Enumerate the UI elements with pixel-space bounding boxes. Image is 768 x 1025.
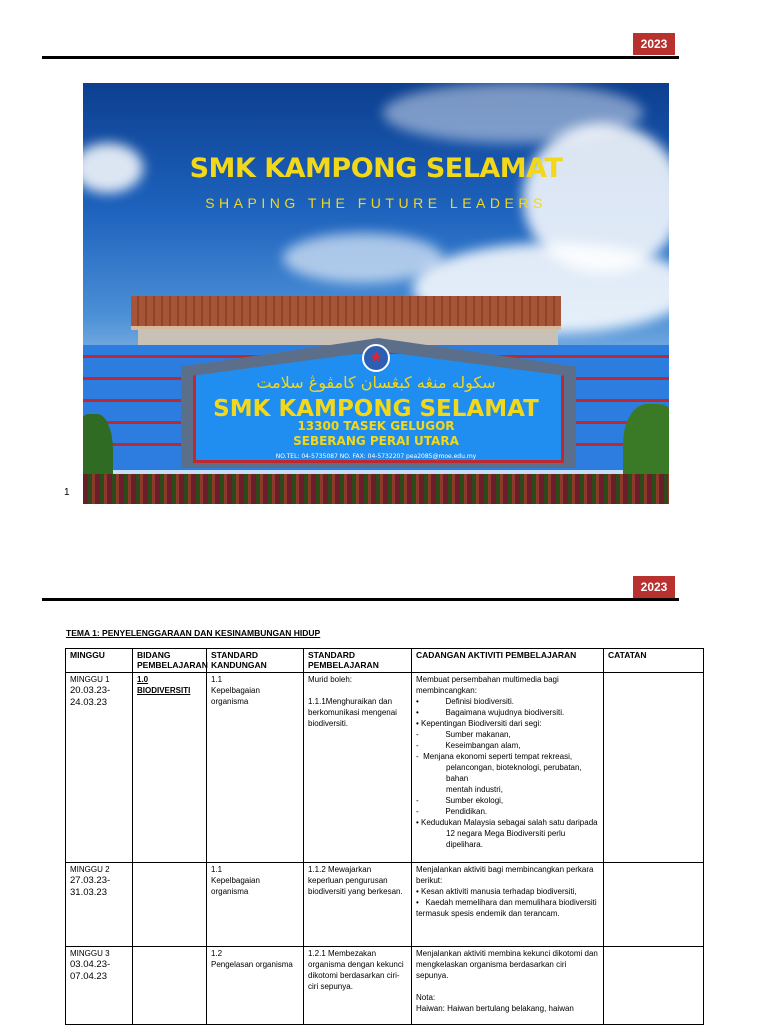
week-label: MINGGU 3: [70, 949, 110, 958]
week-dates: 24.03.23: [70, 697, 107, 708]
flower-bed: [83, 474, 669, 504]
activity-line: mengkelaskan organisma berdasarkan ciri sepunya.: [416, 960, 569, 980]
activity-line: - Pendidikan.: [416, 807, 488, 816]
header-week: MINGGU: [66, 649, 133, 673]
learning-standard-cell: [304, 673, 412, 863]
week-dates: 03.04.23-: [70, 959, 111, 970]
content-standard: Pengelasan organisma: [211, 960, 293, 969]
year-badge-page2: 2023: [633, 576, 675, 598]
activity-line: Menjalankan aktiviti bagi membincangkan perkara: [416, 865, 594, 874]
activity-cell: [412, 863, 604, 947]
learning-standard: 1.1.1Menghuraikan dan berkomunikasi mengenai biodiversiti.: [308, 697, 397, 728]
activity-line: • Kesan aktiviti manusia terhadap biodiversiti,: [416, 887, 577, 896]
sign-contact: NO.TEL: 04-5735087 NO. FAX: 04-5732207 pea2085@moe.edu.my: [275, 453, 477, 460]
week-cell: [66, 673, 133, 863]
sign-address-1: 13300 TASEK GELUGOR: [297, 419, 455, 433]
content-standard: 1.1: [211, 675, 223, 684]
learning-area-cell: [133, 863, 207, 947]
activity-line: 12 negara Mega Biodiversiti perlu dipelihara.: [446, 829, 568, 849]
content-standard: 1.1: [211, 865, 223, 874]
photo-title: SMK KAMPONG SELAMAT: [189, 153, 563, 184]
activity-cell: [412, 947, 604, 1025]
content-standard-cell: [207, 947, 304, 1025]
sign-address-2: SEBERANG PERAI UTARA: [293, 434, 459, 448]
week-dates: 31.03.23: [70, 887, 107, 898]
school-logo-icon: ★: [362, 344, 390, 372]
activity-cell: [412, 673, 604, 863]
year-badge: 2023: [633, 33, 675, 55]
theme-title: TEMA 1: PENYELENGGARAAN DAN KESINAMBUNGAN HIDUP: [66, 628, 321, 638]
header-rule: [42, 56, 679, 59]
activity-line: • Definisi biodiversiti.: [416, 697, 514, 706]
activity-line: - Sumber makanan,: [416, 730, 511, 739]
activity-line: - Sumber ekologi,: [416, 796, 504, 805]
learning-area-cell: [133, 673, 207, 863]
content-standard: Kepelbagaian organisma: [211, 876, 260, 896]
notes-cell: [604, 673, 704, 863]
content-standard-cell: [207, 863, 304, 947]
header-learning-area: BIDANG PEMBELAJARAN: [133, 649, 207, 673]
learning-standard-cell: [304, 863, 412, 947]
week-dates: 27.03.23-: [70, 875, 111, 886]
learning-standard-cell: [304, 947, 412, 1025]
activity-line: pelancongan, bioteknologi, perubatan, bahan: [446, 763, 584, 783]
content-standard: 1.2: [211, 949, 223, 958]
activity-line: - Menjana ekonomi seperti tempat rekreasi,: [416, 752, 573, 761]
school-photo: [83, 83, 669, 504]
learning-standard: 1.1.2 Mewajarkan keperluan pengurusan biodiversiti yang berkesan.: [308, 865, 403, 896]
sign-school-name: SMK KAMPONG SELAMAT: [213, 396, 539, 422]
activity-line: Membuat persembahan multimedia bagi membincangkan:: [416, 675, 561, 695]
learning-area: 1.0 BIODIVERSITI: [137, 675, 191, 695]
week-dates: 07.04.23: [70, 971, 107, 982]
activity-line: [416, 981, 599, 992]
activity-line: • Kedudukan Malaysia sebagai salah satu daripada: [416, 818, 598, 827]
week-label: MINGGU 1: [70, 675, 110, 684]
notes-cell: [604, 947, 704, 1025]
lesson-plan-table: [65, 648, 704, 1025]
learning-area-cell: [133, 947, 207, 1025]
activity-line: termasuk spesis endemik dan terancam.: [416, 909, 560, 918]
week-dates: 20.03.23-: [70, 685, 111, 696]
notes-cell: [604, 863, 704, 947]
header-content-standard: STANDARD KANDUNGAN: [207, 649, 304, 673]
week-label: MINGGU 2: [70, 865, 110, 874]
table-row: [66, 947, 704, 1025]
header-activity: CADANGAN AKTIVITI PEMBELAJARAN: [412, 649, 604, 673]
page-number: 1: [64, 487, 70, 498]
photo-tagline: SHAPING THE FUTURE LEADERS: [205, 195, 547, 211]
header-learning-standard: STANDARD PEMBELAJARAN: [304, 649, 412, 673]
header-notes: CATATAN: [604, 649, 704, 673]
learning-standard: 1.2.1 Membezakan organisma dengan kekunci dikotomi berdasarkan ciri-ciri sepunya.: [308, 949, 404, 991]
week-cell: [66, 863, 133, 947]
table-row: [66, 863, 704, 947]
activity-line: mentah industri,: [446, 785, 503, 794]
spacer: [308, 685, 407, 696]
learning-standard-intro: Murid boleh:: [308, 675, 353, 684]
content-standard-cell: [207, 673, 304, 863]
activity-line: Nota:: [416, 993, 436, 1002]
activity-line: - Keseimbangan alam,: [416, 741, 521, 750]
activity-line: Haiwan: Haiwan bertulang belakang, haiwan: [416, 1004, 574, 1013]
table-row: [66, 673, 704, 863]
week-cell: [66, 947, 133, 1025]
activity-line: • Kaedah memelihara dan memulihara biodiversiti: [416, 898, 597, 907]
content-standard: Kepelbagaian organisma: [211, 686, 260, 706]
activity-line: berikut:: [416, 876, 443, 885]
activity-line: • Bagaimana wujudnya biodiversiti.: [416, 708, 565, 717]
sign-jawi: سکوله منڠه کبڠسان کامڤوڠ سلامت: [256, 373, 496, 392]
activity-line: • Kepentingan Biodiversiti dari segi:: [416, 719, 542, 728]
roof: [131, 296, 561, 330]
activity-line: Menjalankan aktiviti membina kekunci dikotomi dan: [416, 949, 598, 958]
header-rule-page2: [42, 598, 679, 601]
table-header-row: [66, 649, 704, 673]
